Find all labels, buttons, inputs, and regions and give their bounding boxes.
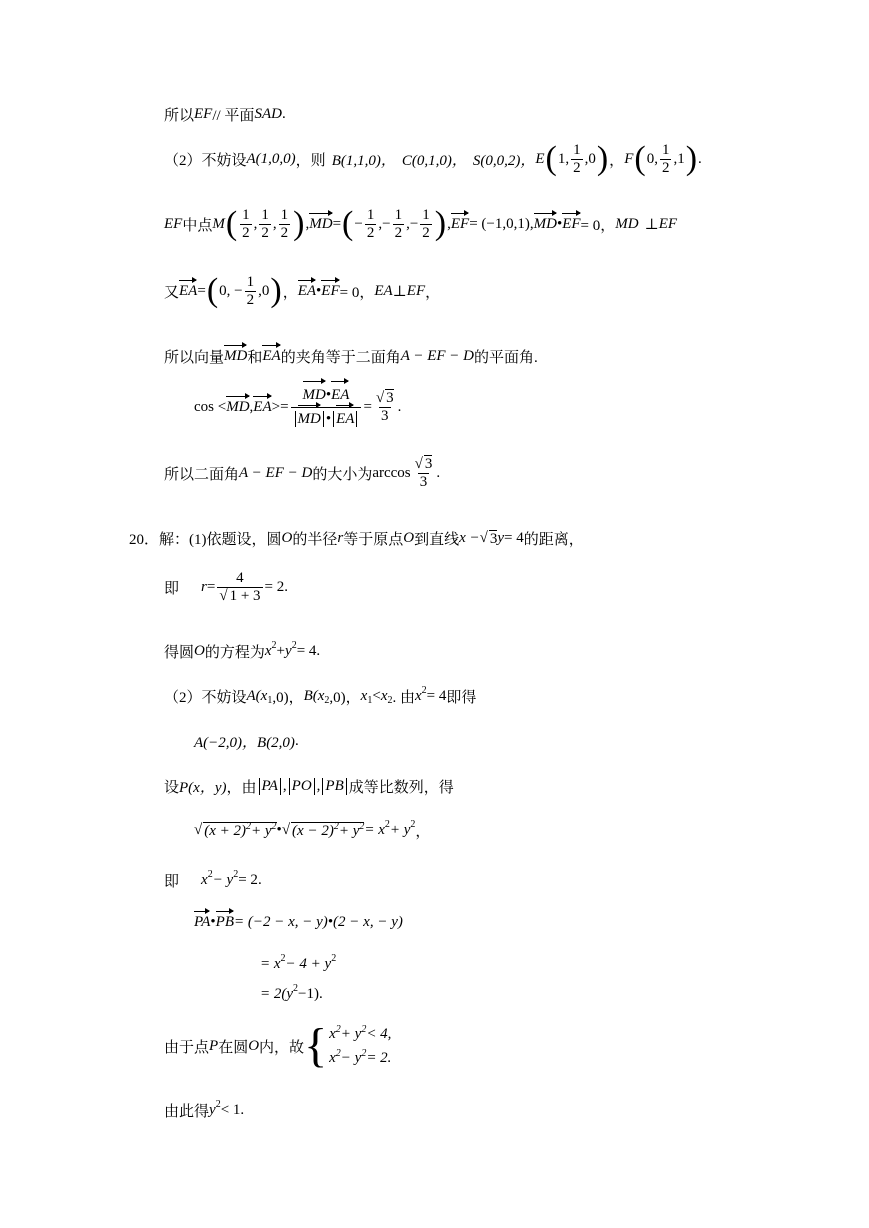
frac-num: √ 3 bbox=[375, 390, 394, 406]
frac-num: MD•EA bbox=[301, 384, 352, 407]
line-system bbox=[164, 1019, 392, 1072]
vector-ef: EF bbox=[321, 282, 340, 299]
text: 成等比数列，得 bbox=[348, 780, 454, 796]
frac-den: 2 bbox=[394, 224, 403, 241]
text: 等于原点 bbox=[343, 532, 404, 548]
line-points-ab-setup bbox=[164, 686, 476, 707]
text: − bbox=[382, 215, 391, 232]
sup: 2 bbox=[335, 1024, 341, 1035]
sup: 2 bbox=[361, 1024, 367, 1035]
math-dihedral: A − EF − D bbox=[239, 464, 313, 481]
frac-num: √ 3 bbox=[414, 456, 433, 472]
text: ,0)， bbox=[329, 690, 361, 706]
line-dihedral-statement bbox=[164, 346, 538, 367]
line-vector-ea: 又 EA = ( 0, − $\frac{1}{2}$ ,0 ) ， EA • EF = 0， EA ⊥ EF ， bbox=[164, 272, 441, 309]
text: + y bbox=[340, 1026, 362, 1042]
text: 0, − bbox=[219, 282, 243, 299]
text: . 由 bbox=[392, 690, 415, 706]
sqrt-arg: 3 bbox=[386, 390, 394, 406]
text: ⊥ bbox=[644, 216, 659, 233]
text: 所以二面角 bbox=[164, 466, 240, 483]
frac-den: 3 bbox=[381, 407, 389, 424]
equation-system bbox=[329, 1022, 391, 1070]
math-y: y bbox=[285, 643, 292, 659]
text: 的大小为 bbox=[312, 466, 373, 483]
abs-pa: PA bbox=[259, 778, 281, 795]
text: . bbox=[397, 398, 402, 415]
frac-num: 1 bbox=[261, 207, 269, 223]
frac-den: 2 bbox=[422, 224, 430, 241]
sup: 2 bbox=[271, 640, 277, 651]
text: = 0， bbox=[339, 284, 375, 301]
sub: 2 bbox=[387, 695, 393, 706]
math-points: A(−2,0)，B(2,0) bbox=[194, 735, 295, 751]
point-f-label: F bbox=[624, 150, 634, 167]
text: ，则 bbox=[295, 152, 326, 169]
text: ， bbox=[282, 284, 298, 301]
text: . bbox=[698, 150, 702, 167]
text: ， bbox=[425, 284, 441, 301]
vector-pa: PA bbox=[194, 914, 211, 930]
math-ef: EF bbox=[194, 106, 213, 122]
sup: 2 bbox=[421, 685, 427, 696]
vector-ea: EA bbox=[262, 348, 281, 364]
text: 的距离， bbox=[523, 532, 584, 548]
fraction bbox=[393, 207, 405, 241]
vector-ea: EA bbox=[179, 282, 198, 299]
abs-po: PO bbox=[289, 778, 315, 795]
text: ,0 bbox=[584, 150, 596, 167]
vector-ea: EA bbox=[253, 398, 272, 415]
frac-den: 2 bbox=[246, 291, 255, 308]
point-p: P bbox=[209, 1037, 219, 1054]
text: = 4 bbox=[504, 530, 524, 546]
math-ef: EF bbox=[406, 282, 426, 299]
fraction bbox=[660, 142, 672, 176]
text: − bbox=[354, 215, 363, 232]
line-dot-product-step2 bbox=[260, 953, 337, 973]
math-y: y bbox=[209, 1102, 216, 1118]
frac-den: 2 bbox=[280, 224, 289, 241]
math-x: x bbox=[360, 688, 368, 704]
frac-den: 2 bbox=[242, 224, 250, 241]
sup: 2 bbox=[291, 640, 297, 651]
point-a: A(1,0,0) bbox=[246, 150, 296, 167]
text: 设 bbox=[164, 780, 180, 796]
text: − 4 + y bbox=[285, 956, 332, 972]
sqrt-arg bbox=[291, 822, 364, 840]
vector-ef: EF bbox=[562, 215, 581, 232]
sup: 2 bbox=[246, 820, 252, 832]
sup: 2 bbox=[333, 820, 339, 832]
math-x: x bbox=[264, 643, 272, 659]
text: ⊥ bbox=[392, 283, 407, 300]
text: 中点 bbox=[182, 217, 213, 234]
sqrt-arg: 3 bbox=[424, 456, 433, 472]
line-conclusion-ef-parallel bbox=[164, 104, 286, 125]
text: = bbox=[197, 282, 206, 299]
text: = bbox=[363, 398, 372, 415]
text: −1). bbox=[298, 986, 323, 1002]
fraction bbox=[240, 207, 252, 241]
frac-den: 2 bbox=[366, 224, 375, 241]
sub: 1 bbox=[267, 695, 273, 706]
math: A(x bbox=[246, 688, 268, 704]
text: < bbox=[372, 688, 381, 704]
frac-num: 1 bbox=[661, 142, 670, 158]
text: − bbox=[409, 215, 419, 232]
vector-ea: EA bbox=[297, 282, 317, 299]
fraction bbox=[420, 207, 432, 241]
sub: 2 bbox=[324, 695, 330, 706]
frac-den: MD • EA bbox=[291, 407, 362, 431]
math-md: MD bbox=[615, 215, 639, 232]
fraction bbox=[217, 570, 262, 604]
text: = 2. bbox=[366, 1050, 392, 1066]
sqrt-arg: 1 + 3 bbox=[229, 587, 261, 604]
text: . bbox=[436, 464, 441, 481]
vector-ea: EA bbox=[331, 384, 349, 407]
text: . bbox=[240, 1102, 245, 1118]
point-p: P(x，y) bbox=[179, 780, 227, 796]
sup: 2 bbox=[293, 983, 299, 994]
text: 内，故 bbox=[259, 1039, 305, 1056]
text: // 平面 bbox=[212, 108, 255, 124]
math-ef: EF bbox=[658, 215, 678, 232]
text: ,0)， bbox=[272, 690, 304, 706]
text: 所以向量 bbox=[164, 350, 225, 366]
text: 即 bbox=[164, 874, 180, 890]
text: (x + 2) bbox=[204, 822, 247, 839]
text: ,0 bbox=[258, 282, 270, 299]
text: 的夹角等于二面角 bbox=[280, 350, 401, 366]
line-dot-product: PA • PB = (−2 − x, − y)•(2 − x, − y) bbox=[194, 914, 403, 930]
frac-num: 1 bbox=[246, 274, 255, 290]
vector-md: MD bbox=[298, 408, 321, 431]
sup: 2 bbox=[384, 819, 390, 830]
vector-ef: EF bbox=[450, 215, 470, 232]
abs-ea bbox=[333, 411, 357, 427]
sup: 2 bbox=[359, 820, 365, 832]
frac-den: 3 bbox=[419, 473, 428, 490]
text: 在圆 bbox=[218, 1039, 249, 1056]
vector-md: MD bbox=[533, 215, 557, 232]
frac-num: 1 bbox=[394, 207, 403, 223]
frac-den: 2 bbox=[573, 159, 581, 176]
system-row bbox=[329, 1046, 391, 1070]
brace-icon: { bbox=[304, 1019, 328, 1072]
math-dihedral: A − EF − D bbox=[400, 348, 474, 364]
line-coordinates: （2）不妨设 A(1,0,0) ，则 B(1,1,0)， C(0,1,0)， S(0,0,2)， E ( 1, $\frac{1}{2}$ ,0 ) ， F ( 0, $\frac{1}{2}$ ,1 ) . bbox=[164, 140, 702, 177]
math-o: O bbox=[403, 530, 415, 546]
fraction bbox=[279, 207, 291, 241]
text: （2）不妨设 bbox=[164, 152, 247, 169]
text: cos < bbox=[194, 398, 227, 415]
text: + y bbox=[251, 822, 272, 839]
math-arccos: arccos bbox=[372, 464, 411, 481]
line-geometric-sequence bbox=[164, 776, 454, 797]
vector-md: MD bbox=[226, 398, 250, 415]
text: 到直线 bbox=[414, 532, 460, 548]
frac-num: 4 bbox=[236, 570, 244, 586]
text: = (−2 − x, − y)•(2 − x, − y) bbox=[234, 914, 403, 930]
math-x: x bbox=[201, 872, 208, 888]
text: = (−1,0,1), bbox=[469, 215, 534, 232]
sqrt-arg: 3 bbox=[489, 530, 498, 547]
line-hyperbola bbox=[164, 870, 262, 891]
line-radius bbox=[164, 570, 288, 604]
text: 的半径 bbox=[292, 532, 338, 548]
text: (x − 2) bbox=[292, 822, 334, 839]
fraction bbox=[365, 207, 377, 241]
text: 所以 bbox=[164, 108, 195, 124]
text: 20．解：(1)依题设，圆 bbox=[129, 532, 282, 548]
text: >= bbox=[271, 398, 289, 415]
point-e-label: E bbox=[535, 150, 545, 167]
text: + y bbox=[389, 822, 411, 838]
line-cos-formula: cos < MD , EA >= $\frac{MD•EA}{MD • EA}$ = $\frac{√ 3}{3}$ . bbox=[194, 384, 401, 430]
sqrt-arg bbox=[203, 822, 276, 840]
text: 即得 bbox=[446, 690, 477, 706]
vector-md: MD bbox=[303, 384, 326, 407]
text: , bbox=[282, 778, 287, 794]
frac-num: 1 bbox=[242, 207, 250, 223]
text: = 2 bbox=[238, 872, 258, 888]
text: = x bbox=[260, 956, 281, 972]
line-dot-product-step3 bbox=[260, 983, 323, 1003]
frac-num: 1 bbox=[573, 142, 581, 158]
sup: 2 bbox=[207, 869, 213, 880]
fraction bbox=[245, 274, 257, 308]
text: • bbox=[276, 822, 282, 838]
text: 又 bbox=[164, 284, 180, 301]
text: + y bbox=[338, 822, 360, 839]
text: ， bbox=[609, 152, 625, 169]
math-x: x bbox=[380, 688, 388, 704]
point-b: B(1,1,0)， bbox=[331, 152, 396, 169]
sup: 2 bbox=[271, 820, 277, 832]
frac-den: 2 bbox=[661, 159, 670, 176]
abs-pb: PB bbox=[322, 778, 346, 795]
text: < 1 bbox=[220, 1102, 241, 1118]
sup: 2 bbox=[280, 953, 286, 964]
text: = bbox=[206, 578, 216, 595]
text: 0, bbox=[646, 150, 658, 167]
math-o: O bbox=[194, 643, 205, 659]
vector-pb: PB bbox=[215, 914, 234, 930]
sup: 2 bbox=[215, 1099, 221, 1110]
text: ， bbox=[415, 824, 431, 840]
line-problem-20: 20．解：(1)依题设，圆 O 的半径 r 等于原点 O 到直线 x − √ 3 y = 4 的距离， bbox=[129, 530, 584, 548]
text: . bbox=[294, 733, 299, 749]
frac-den: 2 bbox=[261, 224, 269, 241]
text: 的方程为 bbox=[204, 645, 265, 661]
text: 由于点 bbox=[164, 1039, 210, 1056]
text: < 4, bbox=[366, 1026, 392, 1042]
point-m: M bbox=[212, 215, 225, 232]
vector-md: MD bbox=[309, 215, 333, 232]
math-x: x − bbox=[459, 530, 480, 546]
abs-md bbox=[295, 411, 324, 427]
math-ef: EF bbox=[164, 215, 183, 232]
frac-num: 1 bbox=[280, 207, 289, 223]
text: + bbox=[276, 643, 286, 659]
text: 和 bbox=[247, 350, 263, 366]
math-o: O bbox=[248, 1037, 260, 1054]
line-dihedral-result bbox=[164, 456, 440, 490]
math-ea: EA bbox=[374, 282, 393, 299]
text: . bbox=[284, 578, 288, 595]
system-row bbox=[329, 1022, 391, 1046]
text: = x bbox=[364, 822, 385, 838]
text: − y bbox=[340, 1050, 362, 1066]
text: x bbox=[329, 1026, 336, 1042]
point-c: C(0,1,0)， bbox=[401, 152, 467, 169]
sup: 2 bbox=[331, 953, 337, 964]
frac-den: √ 1 + 3 bbox=[219, 587, 261, 604]
fraction bbox=[374, 390, 396, 424]
math-sad: SAD bbox=[254, 106, 282, 122]
text: = 2(y bbox=[260, 986, 294, 1002]
text: 得圆 bbox=[164, 645, 195, 661]
fraction bbox=[413, 456, 435, 490]
fraction bbox=[571, 142, 583, 176]
text: 1, bbox=[557, 150, 570, 167]
math-o: O bbox=[281, 530, 293, 546]
sub: 1 bbox=[367, 695, 373, 706]
math-r: r bbox=[337, 530, 344, 546]
text: （2）不妨设 bbox=[164, 690, 247, 706]
frac-num: 1 bbox=[422, 207, 430, 223]
sup: 2 bbox=[361, 1048, 367, 1059]
text: = 0， bbox=[580, 217, 616, 234]
line-final bbox=[164, 1100, 244, 1121]
frac-num: 1 bbox=[366, 207, 375, 223]
line-midpoint-m: EF 中点 M ( $\frac{1}{2}$ , $\frac{1}{2}$ , $\frac{1}{2}$ ) , MD = ( − $\frac{1}{2}$ , − $\frac{1}{2}$ , − $\frac{1}{2}$ ) , EF = (−1,0,1), MD • EF = 0， MD ⊥ EF bbox=[164, 205, 678, 242]
math-x: x bbox=[415, 688, 422, 704]
text: = 4 bbox=[296, 643, 317, 659]
text: x bbox=[329, 1050, 336, 1066]
line-circle-equation bbox=[164, 641, 320, 662]
fraction bbox=[259, 207, 271, 241]
text: ，由 bbox=[226, 780, 257, 796]
math-r: r bbox=[201, 578, 207, 595]
math: B(x bbox=[303, 688, 325, 704]
vector-ea: EA bbox=[336, 408, 354, 431]
line-points-ab bbox=[194, 731, 299, 752]
vector-md: MD bbox=[224, 348, 248, 364]
point-s: S(0,0,2)， bbox=[472, 152, 536, 169]
text: . bbox=[316, 643, 321, 659]
text: − y bbox=[212, 872, 234, 888]
math-y: y bbox=[497, 530, 505, 546]
text: = 2 bbox=[264, 578, 285, 595]
text: , bbox=[316, 778, 321, 794]
text: 即 bbox=[164, 580, 180, 597]
text: = bbox=[332, 215, 342, 232]
sup: 2 bbox=[410, 819, 416, 830]
fraction bbox=[291, 384, 362, 430]
text: ,1 bbox=[673, 150, 685, 167]
text: . bbox=[257, 872, 262, 888]
text: . bbox=[281, 106, 286, 122]
sup: 2 bbox=[335, 1048, 341, 1059]
line-sqrt-product: √ $(x + 2)^2+ y^2$ • √ $(x - 2)^2+ y^2$ = x 2 + y 2 ， bbox=[194, 819, 431, 840]
sup: 2 bbox=[233, 869, 239, 880]
text: 的平面角. bbox=[474, 350, 538, 366]
text: = 4 bbox=[426, 688, 447, 704]
text: 由此得 bbox=[164, 1104, 210, 1120]
